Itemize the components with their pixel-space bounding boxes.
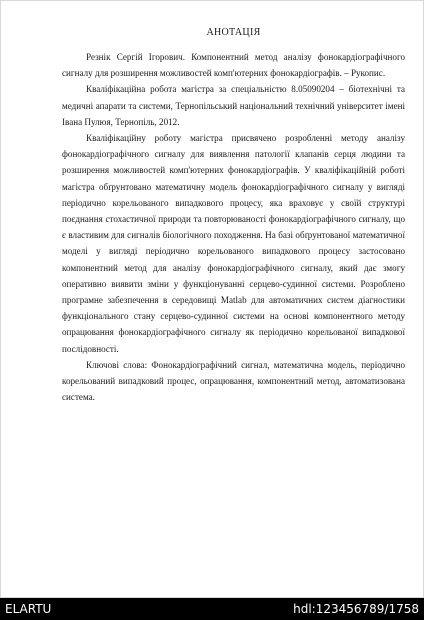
- paragraph-abstract-body: Кваліфікаційну роботу магістра присвячено розробленні методу аналізу фонокардіографічного сигналу для виявлення патології клапанів серця людини та розширення можливостей комп'ютерних фонокардіографів. У кваліфікаційній роботі магістра обґрунтовано математичну модель фонокардіографічного сигналу у вигляді періодично корельованого випадкового процесу, яка враховує у своїй структурі поєднання стохастичної природи та повторюваності фонокардіографічного сигналу, що є властивим для сигналів біологічного походження. На базі обґрунтованої математичної моделі у вигляді періодично корельованого випадкового процесу застосовано компонентний метод для аналізу фонокардіографічного сигналу, який дає змогу оперативно виявити зміни у функціонуванні серцево-судинної системи. Розроблено програмне забезпечення в середовищі Matlab для автоматичних систем діагностики функціонального стану серцево-судинної системи на основі компонентного методу опрацювання фонокардіографічного сигналу як періодично корельованої випадкової послідовності.: [62, 133, 405, 354]
- handle-identifier[interactable]: hdl:123456789/1758: [293, 602, 419, 616]
- footer-bar: [0, 598, 424, 620]
- repository-name[interactable]: ELARTU: [5, 602, 52, 616]
- paragraph-qualification: Кваліфікаційна робота магістра за спеціальністю 8.05090204 – біотехнічні та медичні апарати та системи, Тернопільський національний технічний університет імені Івана Пулюя, Тернопіль, 2012.: [62, 84, 405, 127]
- document-content: [62, 25, 405, 405]
- paragraph-keywords: Ключові слова: Фонокардіографічний сигнал, математична модель, періодично корельований випадковий процес, опрацювання, компонентний метод, автоматизована система.: [62, 359, 405, 403]
- document-title: АНОТАЦІЯ: [206, 27, 261, 38]
- paragraph-citation: Резнік Сергій Ігорович. Компонентний метод аналізу фонокардіографічного сигналу для розширення можливостей комп'ютерних фонокардіографів. – Рукопис.: [62, 52, 405, 79]
